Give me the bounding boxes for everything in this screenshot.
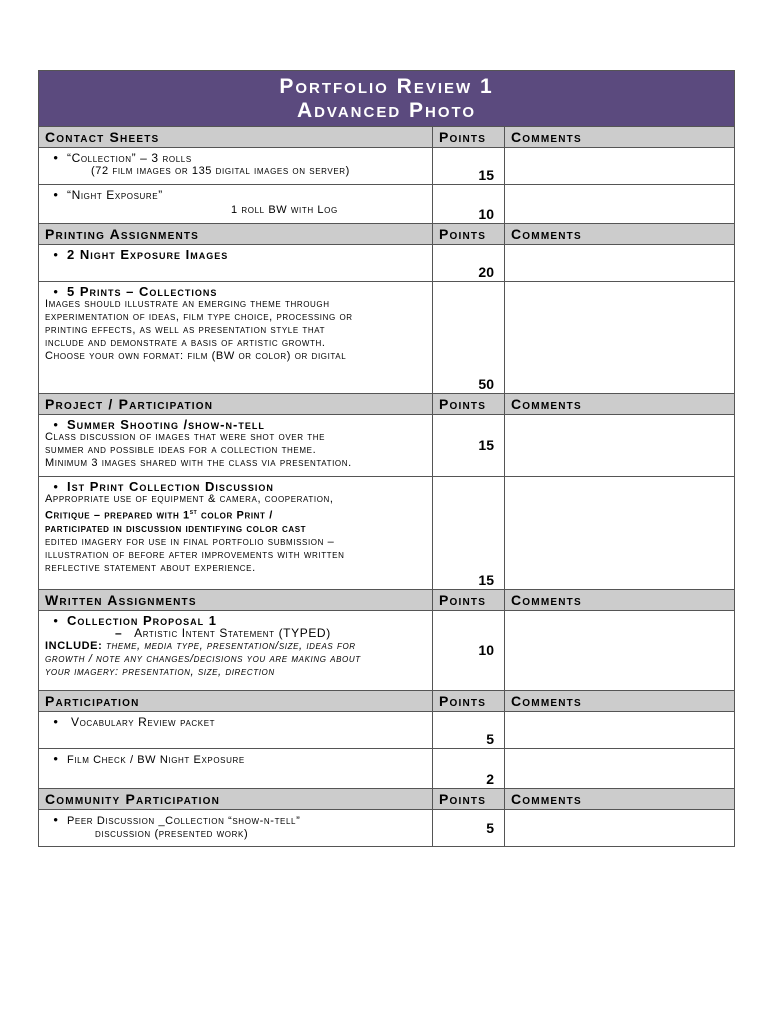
item-title: Vocabulary Review packet	[71, 715, 216, 729]
bullet: •	[53, 247, 59, 262]
comments-cell[interactable]	[505, 477, 735, 590]
table-row	[39, 477, 735, 590]
item-text-line: Class discussion of images that were shot over the	[45, 431, 326, 443]
item-subtitle-text: Artistic Intent Statement (TYPED)	[134, 626, 331, 640]
item-text-line: edited imagery for use in final portfolio submission –	[45, 535, 335, 548]
item-title: Summer Shooting /show-n-tell	[67, 417, 265, 432]
include-label: INCLUDE:	[45, 640, 103, 652]
section-heading: Contact Sheets	[39, 127, 433, 148]
table-row	[39, 245, 735, 282]
bullet: •	[53, 417, 59, 432]
section-heading: Project / Participation	[39, 394, 433, 415]
points-header: Points	[433, 691, 505, 712]
item-note: discussion (presented work)	[95, 828, 249, 840]
item-text-line	[45, 506, 426, 523]
item-text-line: your imagery: presentation, size, direction	[45, 666, 275, 678]
section-heading: Printing Assignments	[39, 224, 433, 245]
comments-cell[interactable]	[505, 712, 735, 749]
bullet: •	[53, 187, 59, 202]
section-heading: Written Assignments	[39, 590, 433, 611]
item-text-line: experimentation of ideas, film type choice, processing or	[45, 311, 353, 323]
bullet: •	[53, 150, 59, 165]
comments-header: Comments	[505, 394, 735, 415]
title-line-2: Advanced Photo	[296, 99, 477, 122]
item-text-line: printing effects, as well as presentation style that	[45, 324, 326, 336]
item-text-line	[45, 640, 426, 653]
points-value: 2	[433, 749, 505, 789]
item-title: Ist Print Collection Discussion	[67, 479, 274, 494]
section-header-written-assignments	[39, 590, 735, 611]
table-row	[39, 415, 735, 477]
dash: –	[115, 626, 123, 640]
comments-header: Comments	[505, 789, 735, 810]
points-value: 10	[433, 611, 505, 691]
superscript: st	[189, 509, 198, 516]
bullet: •	[53, 613, 59, 628]
points-value: 5	[433, 712, 505, 749]
points-value: 5	[433, 810, 505, 847]
points-header: Points	[433, 224, 505, 245]
comments-cell[interactable]	[505, 245, 735, 282]
table-row	[39, 148, 735, 185]
item-text-line: participated in discussion identifying color cast	[45, 522, 307, 535]
section-heading: Participation	[39, 691, 433, 712]
section-header-community-participation	[39, 789, 735, 810]
section-header-project-participation	[39, 394, 735, 415]
item-text-line: illustration of before after improvements with written	[45, 548, 345, 561]
points-header: Points	[433, 590, 505, 611]
item-text-line: Images should illustrate an emerging theme through	[45, 298, 330, 310]
item-text-line: include and demonstrate a basis of artistic growth.	[45, 337, 326, 349]
bullet: •	[53, 812, 59, 827]
item-text-line: reflective statement about experience.	[45, 561, 256, 574]
section-header-printing-assignments	[39, 224, 735, 245]
section-header-contact-sheets	[39, 127, 735, 148]
bullet: •	[53, 751, 59, 766]
table-row	[39, 282, 735, 394]
item-title: Film Check / BW Night Exposure	[67, 754, 245, 766]
points-value: 15	[433, 415, 505, 477]
comments-cell[interactable]	[505, 148, 735, 185]
comments-cell[interactable]	[505, 282, 735, 394]
title-line-1: Portfolio Review 1	[279, 75, 494, 98]
comments-cell[interactable]	[505, 611, 735, 691]
comments-header: Comments	[505, 691, 735, 712]
points-header: Points	[433, 789, 505, 810]
item-title: 2 Night Exposure Images	[67, 247, 229, 262]
comments-cell[interactable]	[505, 749, 735, 789]
item-note: 1 roll BW with Log	[231, 204, 338, 216]
item-title: 5 Prints – Collections	[67, 284, 218, 299]
review-table	[38, 70, 735, 847]
points-header: Points	[433, 127, 505, 148]
item-text-part: color Print /	[197, 509, 273, 522]
item-text-line: Appropriate use of equipment & camera, cooperation,	[45, 493, 334, 505]
item-title: “Collection” – 3 rolls	[67, 151, 192, 165]
comments-header: Comments	[505, 224, 735, 245]
points-value: 50	[433, 282, 505, 394]
item-subtitle	[45, 627, 426, 640]
section-header-participation	[39, 691, 735, 712]
item-title: “Night Exposure”	[67, 188, 163, 202]
comments-header: Comments	[505, 127, 735, 148]
item-text-line: growth / note any changes/decisions you are making about	[45, 653, 361, 665]
document-title	[39, 71, 735, 127]
comments-header: Comments	[505, 590, 735, 611]
item-title: Peer Discussion _Collection “show-n-tell”	[67, 815, 301, 827]
item-text-line: Choose your own format: film (BW or color) or digital	[45, 350, 347, 362]
points-value: 15	[433, 477, 505, 590]
portfolio-review-sheet	[38, 70, 734, 847]
table-row	[39, 185, 735, 224]
comments-cell[interactable]	[505, 810, 735, 847]
item-text-part: Critique – prepared with 1	[45, 509, 190, 522]
points-value: 10	[433, 185, 505, 224]
section-heading: Community Participation	[39, 789, 433, 810]
include-text: theme, media type, presentation/size, ideas for	[102, 640, 356, 652]
comments-cell[interactable]	[505, 185, 735, 224]
item-note: (72 film images or 135 digital images on server)	[91, 165, 350, 177]
item-text-line: Minimum 3 images shared with the class via presentation.	[45, 457, 352, 469]
table-row	[39, 810, 735, 847]
item-text-line: summer and possible ideas for a collection theme.	[45, 444, 317, 456]
table-row	[39, 749, 735, 789]
points-value: 20	[433, 245, 505, 282]
points-value: 15	[433, 148, 505, 185]
points-header: Points	[433, 394, 505, 415]
bullet: •	[53, 479, 59, 494]
comments-cell[interactable]	[505, 415, 735, 477]
bullet: •	[53, 284, 59, 299]
item-title: Collection Proposal 1	[67, 613, 218, 628]
table-row	[39, 611, 735, 691]
table-row	[39, 712, 735, 749]
bullet: •	[53, 714, 59, 729]
